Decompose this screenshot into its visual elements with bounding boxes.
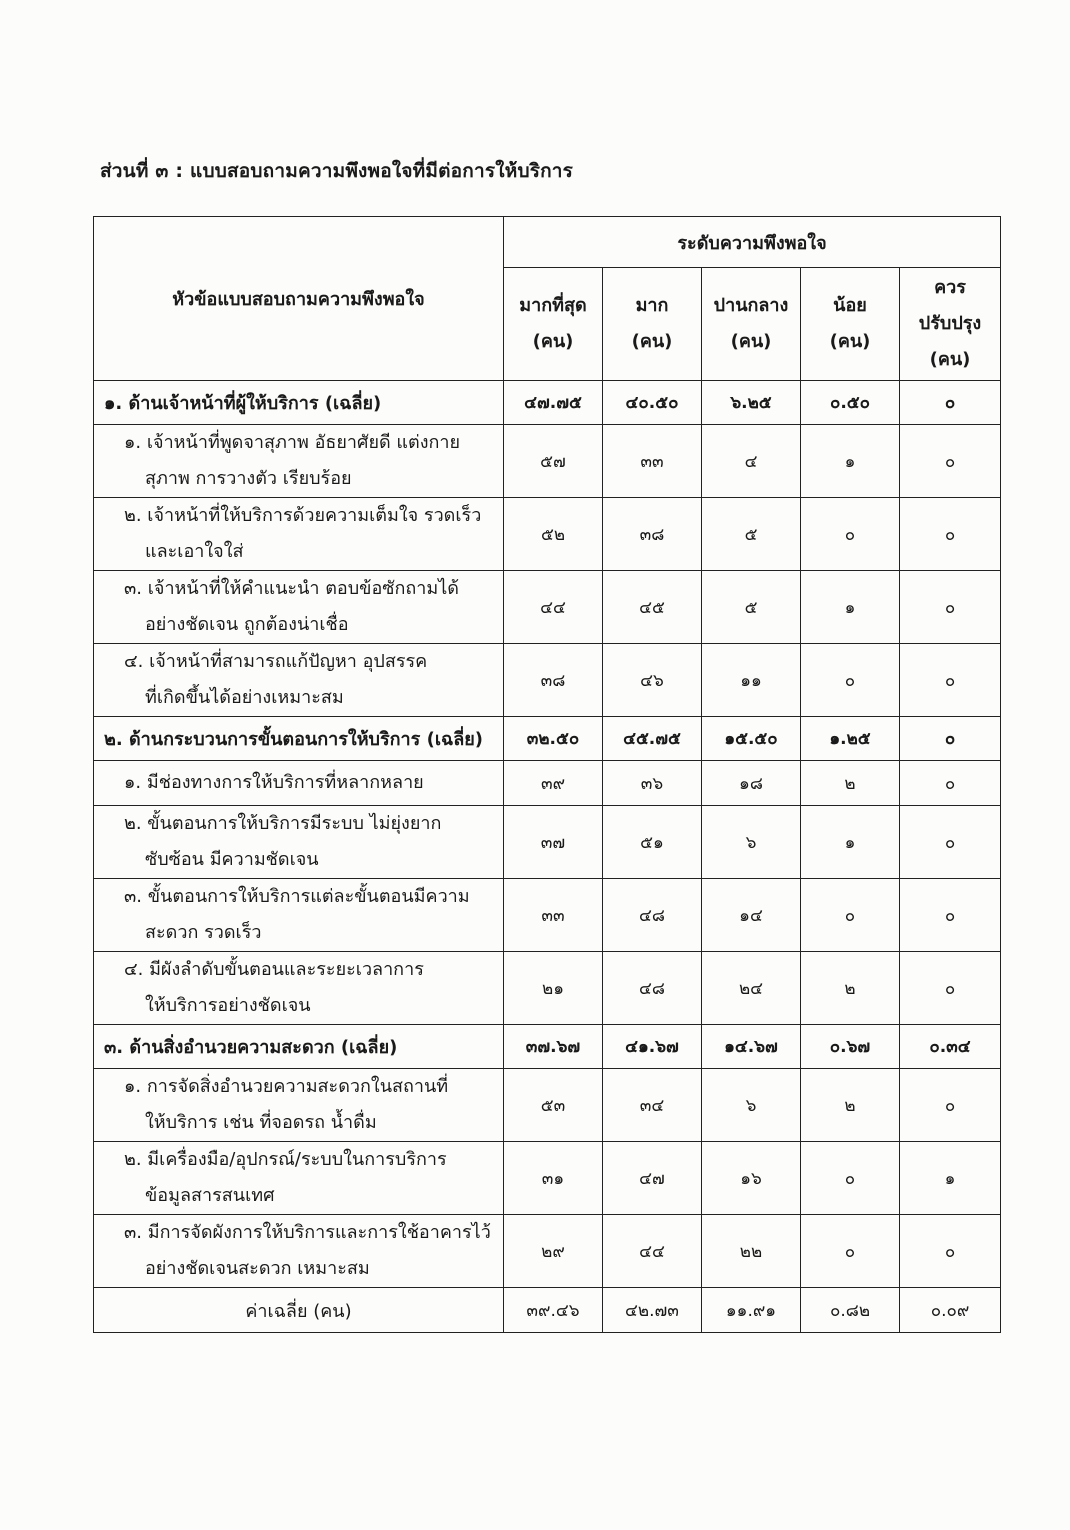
value-cell: ๐ [801,879,900,952]
value-cell: ๔๔ [504,571,603,644]
value-cell: ๔๗ [603,1142,702,1215]
value-cell: ๐ [900,879,1001,952]
value-cell: ๖ [702,806,801,879]
value-cell: ๐.๐๙ [900,1288,1001,1333]
value-cell: ๐ [801,1142,900,1215]
value-cell: ๔๔ [603,1215,702,1288]
value-cell: ๕๗ [504,425,603,498]
value-cell: ๐.๖๗ [801,1025,900,1069]
column-header: น้อย (คน) [801,268,900,381]
value-cell: ๔๗.๗๕ [504,381,603,425]
value-cell: ๒๙ [504,1215,603,1288]
value-cell: ๐.๓๔ [900,1025,1001,1069]
value-cell: ๐ [801,1215,900,1288]
item-topic: ๒. ขั้นตอนการให้บริการมีระบบ ไม่ยุ่งยาก ซับซ้อน มีความชัดเจน [94,806,504,879]
value-cell: ๓๙ [504,761,603,806]
value-cell: ๔๘ [603,952,702,1025]
section-title: ๒. ด้านกระบวนการขั้นตอนการให้บริการ (เฉลี่ย) [94,717,504,761]
item-row [94,571,1001,644]
item-row [94,644,1001,717]
value-cell: ๑.๒๕ [801,717,900,761]
value-cell: ๖ [702,1069,801,1142]
value-cell: ๐ [900,644,1001,717]
value-cell: ๓๓ [603,425,702,498]
value-cell: ๐ [900,761,1001,806]
item-topic: ๒. มีเครื่องมือ/อุปกรณ์/ระบบในการบริการ ข้อมูลสารสนเทศ [94,1142,504,1215]
value-cell: ๓๔ [603,1069,702,1142]
value-cell: ๐ [801,644,900,717]
value-cell: ๐ [900,952,1001,1025]
header-row [94,217,1001,268]
section-title: ๑. ด้านเจ้าหน้าที่ผู้ให้บริการ (เฉลี่ย) [94,381,504,425]
value-cell: ๐ [900,425,1001,498]
column-header: มาก (คน) [603,268,702,381]
item-row [94,425,1001,498]
value-cell: ๓๑ [504,1142,603,1215]
value-cell: ๓๙.๔๖ [504,1288,603,1333]
item-row [94,1215,1001,1288]
item-topic: ๑. การจัดสิ่งอำนวยความสะดวกในสถานที่ ให้บริการ เช่น ที่จอดรถ น้ำดื่ม [94,1069,504,1142]
page-heading: ส่วนที่ ๓ : แบบสอบถามความพึงพอใจที่มีต่อการให้บริการ [100,160,574,182]
value-cell: ๐ [900,1069,1001,1142]
item-topic: ๔. เจ้าหน้าที่สามารถแก้ปัญหา อุปสรรค ที่เกิดขึ้นได้อย่างเหมาะสม [94,644,504,717]
value-cell: ๔๖ [603,644,702,717]
value-cell: ๓๘ [603,498,702,571]
value-cell: ๔๐.๕๐ [603,381,702,425]
value-cell: ๓๓ [504,879,603,952]
item-topic: ๓. มีการจัดผังการให้บริการและการใช้อาคารไว้ อย่างชัดเจนสะดวก เหมาะสม [94,1215,504,1288]
value-cell: ๑๘ [702,761,801,806]
value-cell: ๖.๒๕ [702,381,801,425]
value-cell: ๐ [900,717,1001,761]
value-cell: ๔ [702,425,801,498]
value-cell: ๔๑.๖๗ [603,1025,702,1069]
average-row [94,1288,1001,1333]
column-header: ปานกลาง (คน) [702,268,801,381]
item-topic: ๓. เจ้าหน้าที่ให้คำแนะนำ ตอบข้อซักถามได้ อย่างชัดเจน ถูกต้องน่าเชื่อ [94,571,504,644]
column-header: มากที่สุด (คน) [504,268,603,381]
value-cell: ๑ [801,806,900,879]
value-cell: ๕ [702,498,801,571]
value-cell: ๐ [900,806,1001,879]
value-cell: ๑ [900,1142,1001,1215]
value-cell: ๓๖ [603,761,702,806]
value-cell: ๔๘ [603,879,702,952]
level-header: ระดับความพึงพอใจ [504,217,1001,268]
item-topic: ๔. มีผังลำดับขั้นตอนและระยะเวลาการ ให้บริการอย่างชัดเจน [94,952,504,1025]
value-cell: ๑ [801,571,900,644]
item-row [94,952,1001,1025]
value-cell: ๑๖ [702,1142,801,1215]
value-cell: ๒๑ [504,952,603,1025]
item-topic: ๑. มีช่องทางการให้บริการที่หลากหลาย [94,761,504,806]
value-cell: ๒ [801,1069,900,1142]
value-cell: ๑๕.๕๐ [702,717,801,761]
value-cell: ๓๘ [504,644,603,717]
value-cell: ๒ [801,761,900,806]
value-cell: ๓๒.๕๐ [504,717,603,761]
satisfaction-table [93,216,1001,1333]
item-topic: ๑. เจ้าหน้าที่พูดจาสุภาพ อัธยาศัยดี แต่งกาย สุภาพ การวางตัว เรียบร้อย [94,425,504,498]
section-row [94,1025,1001,1069]
value-cell: ๑ [801,425,900,498]
value-cell: ๔๕.๗๕ [603,717,702,761]
item-row [94,761,1001,806]
value-cell: ๐.๕๐ [801,381,900,425]
item-row [94,879,1001,952]
column-header: ควร ปรับปรุง (คน) [900,268,1001,381]
section-row [94,381,1001,425]
value-cell: ๕๒ [504,498,603,571]
section-title: ๓. ด้านสิ่งอำนวยความสะดวก (เฉลี่ย) [94,1025,504,1069]
value-cell: ๐ [900,498,1001,571]
value-cell: ๒ [801,952,900,1025]
value-cell: ๕ [702,571,801,644]
value-cell: ๑๑ [702,644,801,717]
value-cell: ๐ [900,381,1001,425]
value-cell: ๓๗.๖๗ [504,1025,603,1069]
value-cell: ๐ [900,1215,1001,1288]
value-cell: ๐ [801,498,900,571]
item-row [94,498,1001,571]
value-cell: ๔๒.๗๓ [603,1288,702,1333]
value-cell: ๒๒ [702,1215,801,1288]
average-label: ค่าเฉลี่ย (คน) [94,1288,504,1333]
topic-header: หัวข้อแบบสอบถามความพึงพอใจ [94,217,504,381]
value-cell: ๐.๘๒ [801,1288,900,1333]
value-cell: ๑๑.๙๑ [702,1288,801,1333]
item-row [94,1142,1001,1215]
item-topic: ๓. ขั้นตอนการให้บริการแต่ละขั้นตอนมีความ สะดวก รวดเร็ว [94,879,504,952]
value-cell: ๒๔ [702,952,801,1025]
value-cell: ๐ [900,571,1001,644]
item-row [94,1069,1001,1142]
value-cell: ๑๔.๖๗ [702,1025,801,1069]
value-cell: ๓๗ [504,806,603,879]
value-cell: ๑๔ [702,879,801,952]
item-row [94,806,1001,879]
section-row [94,717,1001,761]
value-cell: ๔๕ [603,571,702,644]
value-cell: ๕๓ [504,1069,603,1142]
item-topic: ๒. เจ้าหน้าที่ให้บริการด้วยความเต็มใจ รวดเร็ว และเอาใจใส่ [94,498,504,571]
value-cell: ๕๑ [603,806,702,879]
